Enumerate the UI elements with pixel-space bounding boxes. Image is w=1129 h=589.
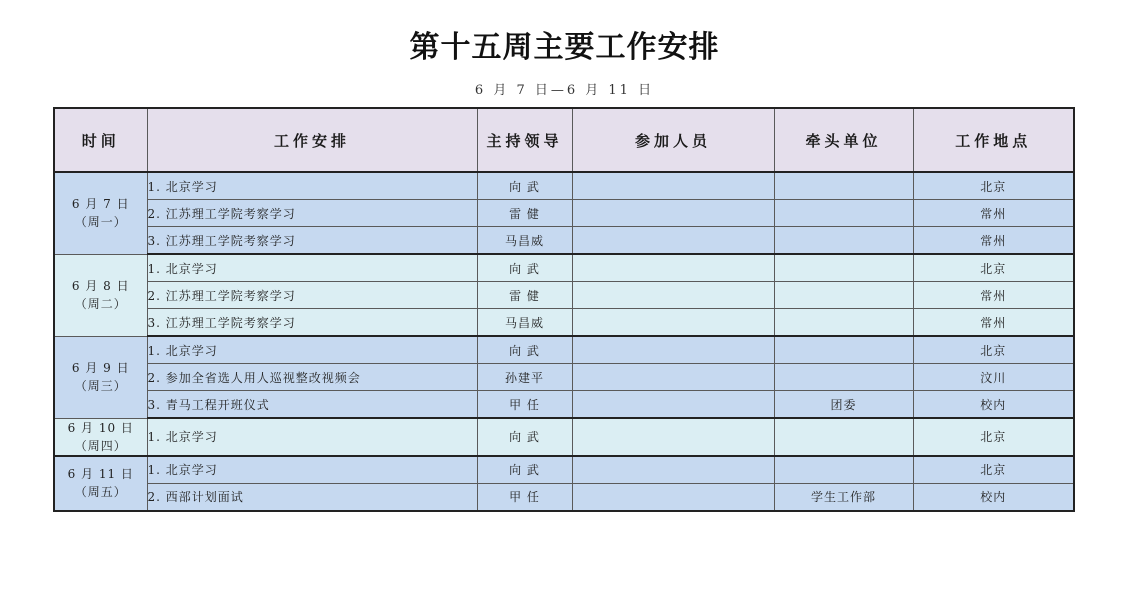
date-cell: [54, 172, 147, 254]
participants-cell: [572, 418, 774, 456]
date-label: 6 月 9 日: [71, 361, 130, 375]
leader-cell: 孙建平: [477, 364, 572, 391]
weekday-label: （周一）: [74, 215, 127, 230]
leader-cell: 向 武: [477, 172, 572, 200]
task-cell: 1. 北京学习: [147, 418, 477, 456]
task-cell: 1. 北京学习: [147, 172, 477, 200]
header-lead-unit: 牵头单位: [774, 108, 913, 172]
header-location: 工作地点: [913, 108, 1074, 172]
task-cell: 2. 江苏理工学院考察学习: [147, 200, 477, 227]
table-row: [54, 483, 1074, 511]
table-row: [54, 364, 1074, 391]
location-cell: 北京: [913, 336, 1074, 364]
table-row: [54, 418, 1074, 456]
location-cell: 校内: [913, 391, 1074, 419]
table-row: [54, 200, 1074, 227]
schedule-table: [53, 107, 1075, 512]
leader-cell: 雷 健: [477, 282, 572, 309]
weekday-label: （周三）: [74, 379, 127, 393]
location-cell: 常州: [913, 309, 1074, 337]
task-cell: 2. 西部计划面试: [147, 483, 477, 511]
location-cell: 校内: [913, 483, 1074, 511]
task-cell: 2. 江苏理工学院考察学习: [147, 282, 477, 309]
table-row: [54, 456, 1074, 484]
leader-cell: 向 武: [477, 456, 572, 484]
leader-cell: 甲 任: [477, 391, 572, 419]
task-cell: 1. 北京学习: [147, 254, 477, 282]
schedule-body: [54, 172, 1074, 511]
lead-unit-cell: [774, 336, 913, 364]
participants-cell: [572, 172, 774, 200]
weekday-label: （周二）: [74, 297, 127, 311]
lead-unit-cell: [774, 418, 913, 456]
task-cell: 1. 北京学习: [147, 456, 477, 484]
location-cell: 北京: [913, 172, 1074, 200]
table-row: [54, 336, 1074, 364]
location-cell: 北京: [913, 254, 1074, 282]
participants-cell: [572, 364, 774, 391]
page-title: 第十五周主要工作安排: [409, 30, 720, 65]
date-cell: [54, 336, 147, 418]
leader-cell: 向 武: [477, 418, 572, 456]
lead-unit-cell: [774, 364, 913, 391]
location-cell: 北京: [913, 456, 1074, 484]
weekday-label: （周五）: [74, 485, 127, 499]
header-row: [54, 108, 1074, 172]
leader-cell: 向 武: [477, 336, 572, 364]
lead-unit-cell: [774, 456, 913, 484]
participants-cell: [572, 391, 774, 419]
table-row: [54, 172, 1074, 200]
task-cell: 1. 北京学习: [147, 336, 477, 364]
task-cell: 2. 参加全省选人用人巡视整改视频会: [147, 364, 477, 391]
participants-cell: [572, 200, 774, 227]
table-row: [54, 391, 1074, 419]
lead-unit-cell: [774, 172, 913, 200]
lead-unit-cell: [774, 282, 913, 309]
date-label: 6 月 8 日: [71, 279, 130, 293]
participants-cell: [572, 336, 774, 364]
participants-cell: [572, 309, 774, 337]
lead-unit-cell: [774, 227, 913, 255]
date-label: 6 月 7 日: [71, 197, 130, 212]
lead-unit-cell: [774, 309, 913, 337]
task-cell: 3. 青马工程开班仪式: [147, 391, 477, 419]
header-task: 工作安排: [147, 108, 477, 172]
weekday-label: （周四）: [74, 438, 127, 453]
leader-cell: 马昌威: [477, 227, 572, 255]
date-label: 6 月 10 日: [67, 420, 134, 435]
participants-cell: [572, 254, 774, 282]
location-cell: 北京: [913, 418, 1074, 456]
leader-cell: 雷 健: [477, 200, 572, 227]
location-cell: 常州: [913, 282, 1074, 309]
leader-cell: 甲 任: [477, 483, 572, 511]
task-cell: 3. 江苏理工学院考察学习: [147, 309, 477, 337]
date-cell: [54, 456, 147, 511]
lead-unit-cell: 团委: [774, 391, 913, 419]
table-row: [54, 254, 1074, 282]
location-cell: 常州: [913, 200, 1074, 227]
date-cell: [54, 418, 147, 456]
date-label: 6 月 11 日: [67, 467, 134, 481]
leader-cell: 向 武: [477, 254, 572, 282]
header-leader: 主持领导: [477, 108, 572, 172]
date-cell: [54, 254, 147, 336]
header-time: 时间: [54, 108, 147, 172]
participants-cell: [572, 483, 774, 511]
lead-unit-cell: 学生工作部: [774, 483, 913, 511]
participants-cell: [572, 227, 774, 255]
participants-cell: [572, 282, 774, 309]
table-row: [54, 227, 1074, 255]
lead-unit-cell: [774, 254, 913, 282]
table-row: [54, 309, 1074, 337]
header-participants: 参加人员: [572, 108, 774, 172]
date-range: 6 月 7 日—6 月 11 日: [474, 83, 655, 98]
location-cell: 常州: [913, 227, 1074, 255]
task-cell: 3. 江苏理工学院考察学习: [147, 227, 477, 255]
participants-cell: [572, 456, 774, 484]
leader-cell: 马昌威: [477, 309, 572, 337]
table-row: [54, 282, 1074, 309]
location-cell: 汶川: [913, 364, 1074, 391]
lead-unit-cell: [774, 200, 913, 227]
